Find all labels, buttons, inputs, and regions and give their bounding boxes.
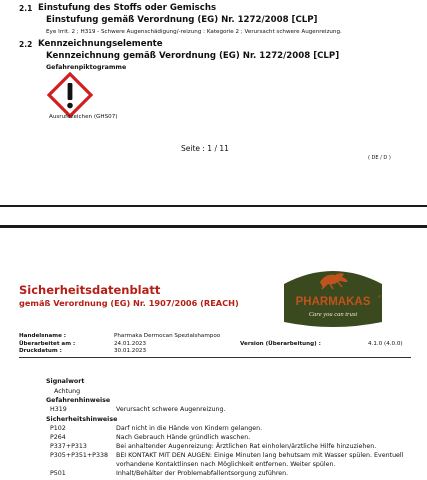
section-subtitle-2-1: Einstufung gemäß Verordnung (EG) Nr. 1272/2008 [CLP]: [46, 15, 318, 25]
logo-tagline: Care you can trust: [308, 311, 358, 318]
meta-label-druckdatum: Druckdatum :: [19, 348, 62, 354]
page-number: Seite : 1 / 11: [181, 144, 229, 153]
sicherheitshinweise-heading: Sicherheitshinweise: [46, 416, 118, 423]
signalwort-heading: Signalwort: [46, 378, 85, 385]
precaution-code: P305+P351+P338: [50, 452, 109, 459]
precaution-code: P501: [50, 470, 66, 477]
meta-divider: [19, 357, 411, 358]
section-title-2-1: Einstufung des Stoffs oder Gemischs: [38, 3, 217, 13]
pharmakas-logo: [278, 262, 388, 328]
precaution-text: Inhalt/Behälter der Problemabfallentsorgung zuführen.: [116, 470, 289, 477]
section-title-2-2: Kennzeichnungselemente: [38, 39, 163, 49]
version-value: 4.1.0 (4.0.0): [368, 341, 403, 347]
exclamation-mark-ghs07-icon: [47, 72, 93, 118]
pictogram-caption: Ausrufezeichen (GHS07): [49, 114, 118, 120]
document-title: Sicherheitsdatenblatt: [19, 283, 161, 297]
meta-value-druckdatum: 30.01.2023: [114, 348, 147, 354]
hazard-code: H319: [50, 406, 67, 413]
section-number-2-2: 2.2: [19, 40, 33, 49]
precaution-code: P102: [50, 425, 66, 432]
precaution-text-continued: vorhandene Kontaktlinsen nach Möglichkeit entfernen. Weiter spülen.: [116, 461, 336, 468]
meta-value-handelsname: Pharmaka Dermocan Spezialshampoo: [114, 333, 221, 339]
meta-label-ueberarbeitet: Überarbeitet am :: [19, 341, 76, 347]
page-separator-bottom: [0, 225, 427, 228]
precaution-text: Darf nicht in die Hände von Kindern gelangen.: [116, 425, 263, 432]
section-subtitle-2-2: Kennzeichnung gemäß Verordnung (EG) Nr. 1272/2008 [CLP]: [46, 51, 340, 61]
language-code: ( DE / D ): [368, 155, 391, 161]
document-subtitle: gemäß Verordnung (EG) Nr. 1907/2006 (REACH): [19, 298, 239, 308]
precaution-text: BEI KONTAKT MIT DEN AUGEN: Einige Minuten lang behutsam mit Wasser spülen. Eventuell: [116, 452, 404, 459]
version-label: Version (Überarbeitung) :: [240, 341, 321, 347]
precaution-text: Nach Gebrauch Hände gründlich waschen.: [116, 434, 251, 441]
logo-trademark: ®: [378, 294, 381, 299]
section-number-2-1: 2.1: [19, 4, 33, 13]
precaution-code: P337+P313: [50, 443, 87, 450]
precaution-code: P264: [50, 434, 66, 441]
logo-brand-text: PHARMAKAS: [295, 296, 371, 308]
gefahrenhinweise-heading: Gefahrenhinweise: [46, 397, 111, 404]
signalwort-value: Achtung: [54, 388, 81, 395]
pictogram-heading: Gefahrenpiktogramme: [46, 64, 127, 71]
meta-value-ueberarbeitet: 24.01.2023: [114, 341, 147, 347]
precaution-text: Bei anhaltender Augenreizung: Ärztlichen Rat einholen/ärztliche Hilfe hinzuziehen.: [116, 443, 377, 450]
page-separator-top: [0, 205, 427, 207]
meta-label-handelsname: Handelsname :: [19, 333, 67, 339]
hazard-text: Verursacht schwere Augenreizung.: [116, 406, 226, 413]
classification-line: Eye Irrit. 2 ; H319 - Schwere Augenschädigung/-reizung : Kategorie 2 ; Verursacht schwere Augenreizung.: [46, 29, 342, 35]
